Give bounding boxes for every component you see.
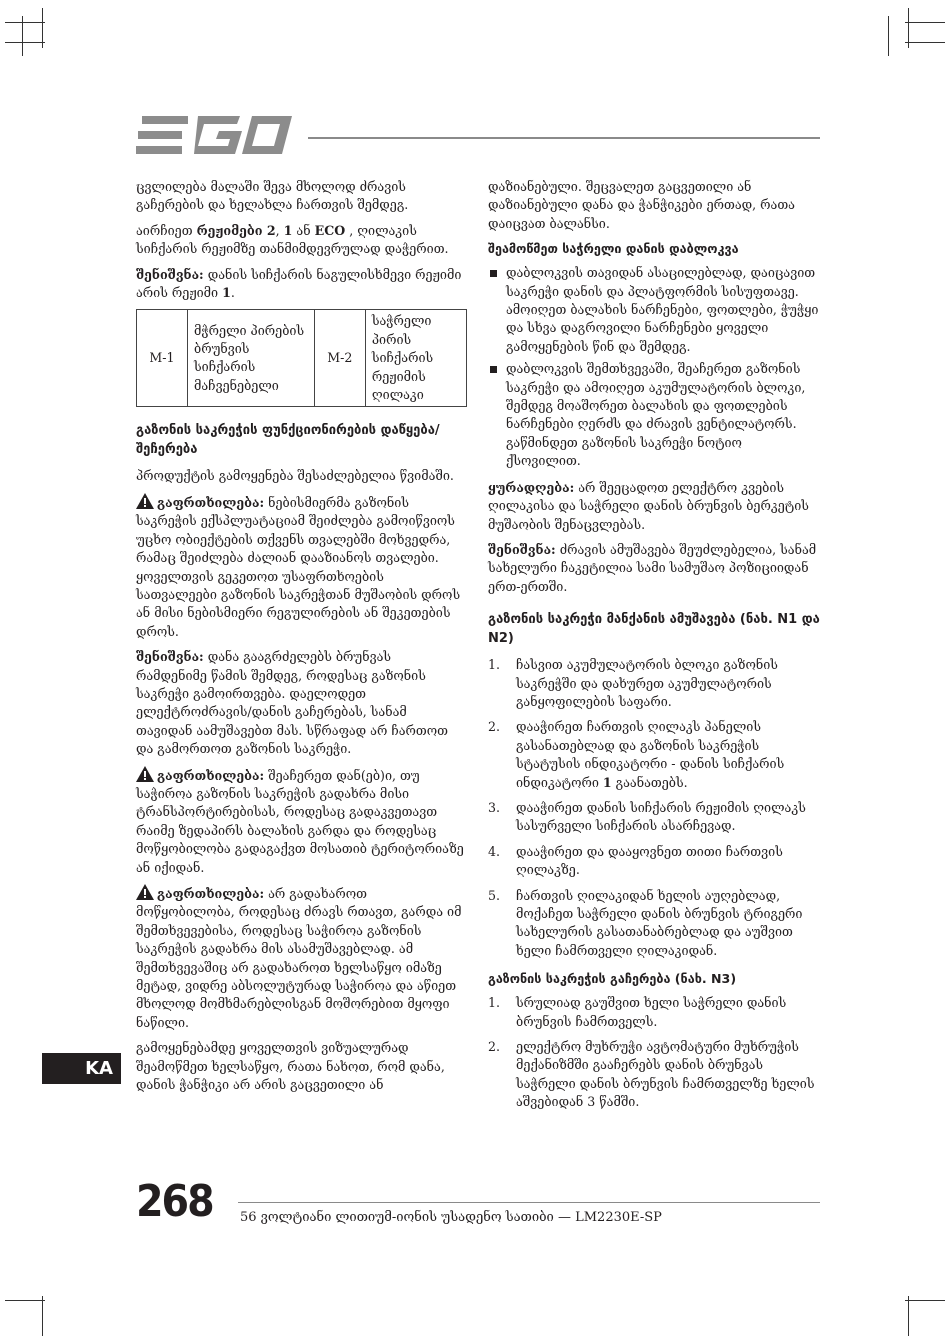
crop-mark — [888, 16, 889, 56]
left-column — [136, 178, 466, 1101]
crop-mark — [5, 1300, 45, 1301]
list-item: დაბლოკვის თავიდან ასაცილებლად, დაიცავით საკრეჭი დანის და პლატფორმის სისუფთავე. ამოიღეთ ბალახის ნარჩენები, ფოთლები, ჭუჭყი და სხვა დაგროვილი ნარჩენები ყოველი გამოყენების წინ და შემდეგ. — [488, 264, 820, 356]
bullet-icon — [490, 366, 497, 373]
crop-mark — [905, 22, 945, 23]
section-heading-stop: გაზონის საკრეჭის გაჩერება (ნახ. N3) — [488, 971, 737, 987]
attention-note: ყურადღება: არ შეეცადოთ ელექტრო კვების ღილაკისა და საჭრელი დანის ბრუნვის ბერკეტის მუშაობის შენაცვლებას. — [488, 479, 809, 532]
warning-triangle-icon — [136, 493, 154, 509]
crop-mark — [908, 1296, 909, 1336]
list-item: 2. ელექტრო მუხრუჭი ავტომატური მუხრუჭის მექანიზმში გააჩერებს დანის ბრუნვას საჭრელი დანის ბრუნვის ჩამრთველზე ხელის აშვებიდან 3 წამში. — [488, 1039, 815, 1110]
paragraph-continued: დაზიანებული. შეცვალეთ გაცვეთილი ან დაზიანებული დანა და ჭანჭიკები ერთად, რათა დაიცვათ ბალანსი. — [488, 179, 795, 231]
paragraph-mode-select: აირჩიეთ რეჟიმები 2, 1 ან ECO , ღილაკის სიჩქარის რეჟიმზე თანმიმდევრულად დაჭერით. — [136, 222, 449, 257]
list-item: 4. დააჭირეთ და დააყოვნეთ თითი ჩართვის ღილაკზე. — [488, 843, 783, 878]
note-default-mode: შენიშვნა: დანის სიჩქარის ნაგულისხმევი რეჟიმი არის რეჟიმი 1. — [136, 266, 462, 301]
page-number: 268 — [136, 1176, 213, 1227]
list-item: 3. დააჭირეთ დანის სიჩქარის რეჟიმის ღილაკს სასურველი სიჩქარის ასარჩევად. — [488, 799, 806, 834]
note-blade-coast: შენიშვნა: დანა გააგრძელებს ბრუნვას რამდენიმე წამის შემდეგ, როდესაც გაზონის საკრეჭი გამოირთვება. დაელოდეთ ელექტროძრავის/დანის გაჩერებას, სანამ თავიდან აამუშავებთ მას. სწრაფად არ ჩართოთ და გამორთოთ გაზონის საკრეჭი. — [136, 649, 448, 757]
list-item: დაბლოკვის შემთხვევაში, შეაჩერეთ გაზონის საკრეჭი და ამოიღეთ აკუმულატორის ბლოკი, შემდეგ მოაშორეთ ბალახის და ფოთლების ნარჩენები ღერძს და ძრავის ვენტილატორს. გაწმინდეთ გაზონის საკრეჭი ნოტიო ქსოვილით. — [488, 360, 820, 470]
section-heading-check-blockage: შეამოწმეთ საჭრელი დანის დაბლოკვა — [488, 241, 739, 257]
list-item: 5. ჩართვის ღილაკიდან ხელის აუღებლად, მოქაჩეთ საჭრელი დანის ბრუნვის ტრიგერი სახელურის გასათანაბრებლად და აუშვით ხელი ჩამრთველი ღილაკიდან. — [488, 887, 803, 958]
crop-mark — [5, 42, 45, 43]
warning-triangle-icon — [136, 766, 154, 782]
header-rule — [308, 137, 820, 139]
note-handle-lock: შენიშვნა: ძრავის ამუშავება შეუძლებელია, სანამ სახელური ჩაკეტილია სამი სამუშაო პოზიციიდან ერთ-ერთში. — [488, 541, 817, 594]
mode-desc-m1: მჭრელი პირების ბრუნვის სიჩქარის მაჩვენებელი — [188, 310, 315, 407]
start-steps — [488, 656, 820, 960]
warning-eyes: გაფრთხილება: ნებისმიერმა გაზონის საკრეჭის ექსპლუატაციამ შეიძლება გამოიწვიოს უცხო ობიექტების თქვენს თვალებში მოხვედრა, რამაც შეიძლება ძალიან დააზიანოს თვალები. ყოველთვის გეკეთოთ უსაფრთხოების სათვალეები გაზონის საკრეჭთან მუშაობის დროს ან მისი ნებისმიერი რეგულირების ან შეკეთების დროს. — [136, 494, 461, 639]
stop-steps — [488, 994, 820, 1111]
list-item: 1. ჩასვით აკუმულატორის ბლოკი გაზონის საკრეჭში და დახურეთ აკუმულატორის განყოფილების საფარი. — [488, 657, 778, 709]
section-heading-start: გაზონის საკრეჭი მანქანის ამუშავება (ნახ. N1 და N2) — [488, 612, 820, 647]
mode-desc-m2: საჭრელი პირის სიჩქარის რეჟიმის ღილაკი — [365, 310, 466, 407]
list-item: 2. დააჭირეთ ჩართვის ღილაკს პანელის გასანათებლად და გაზონის საკრეჭის სტატუსის ინდიკატორი - დანის სიჩქარის ინდიკატორი 1 გაანათებს. — [488, 719, 785, 790]
list-item: 1. სრულიად გაუშვით ხელი საჭრელი დანის ბრუნვის ჩამრთველს. — [488, 995, 787, 1029]
mode-code-m1: M-1 — [137, 310, 188, 407]
crop-mark — [5, 22, 45, 23]
paragraph: ცვლილება მალაში შევა მხოლოდ ძრავის გაჩერების და ხელახლა ჩართვის შემდეგ. — [136, 179, 409, 213]
warning-tilt: გაფრთხილება: არ გადახაროთ მოწყობილობა, როდესაც ძრავს რთავთ, გარდა იმ შემთხვევებისა, როდესაც საჭიროა გაზონის საკრეჭის გადახრა მის ასამუშავებლად. ამ შემთხვევაშიც არ გადახაროთ ხელსაწყო იმაზე მეტად, ვიდრე აბსოლუტურად საჭიროა და აწიეთ მხოლოდ მომხმარებლისგან მოშორებით მყოფი ნაწილი. — [136, 886, 462, 1030]
mode-table — [136, 309, 467, 407]
paragraph-rain: პროდუქტის გამოყენება შესაძლებელია წვიმაში. — [136, 468, 454, 484]
section-heading-operation: გაზონის საკრეჭის ფუნქციონირების დაწყება/შეჩერება — [136, 423, 440, 458]
paragraph-inspect: გამოყენებამდე ყოველთვის ვიზუალურად შეამოწმეთ ხელსაწყო, რათა ნახოთ, რომ დანა, დანის ჭანჭიკი არ არის გაცვეთილი ან — [136, 1040, 445, 1093]
ego-logo — [136, 112, 296, 160]
crop-mark — [42, 1296, 43, 1336]
right-column — [488, 178, 820, 1122]
bullet-icon — [490, 270, 497, 277]
mode-code-m2: M-2 — [314, 310, 365, 407]
footer-title: 56 ვოლტიანი ლითიუმ-იონის უსადენო სათიბი — LM2230E-SP — [240, 1210, 662, 1225]
crop-mark — [905, 1300, 945, 1301]
blockage-list — [488, 264, 820, 470]
footer-rule — [238, 1202, 820, 1203]
warning-triangle-icon — [136, 884, 154, 900]
language-tab: KA — [42, 1053, 121, 1084]
warning-transport: გაფრთხილება: შეაჩერეთ დან(ებ)ი, თუ საჭიროა გაზონის საკრეჭის გადახრა მისი ტრანსპორტირებისას, როდესაც გადაკვეთავთ რაიმე ზედაპირს ბალახის გარდა და როდესაც მოწყობილობა გადაგაქვთ მოსათიბ ტერიტორიაზე ან იქიდან. — [136, 767, 464, 875]
crop-mark — [905, 42, 945, 43]
